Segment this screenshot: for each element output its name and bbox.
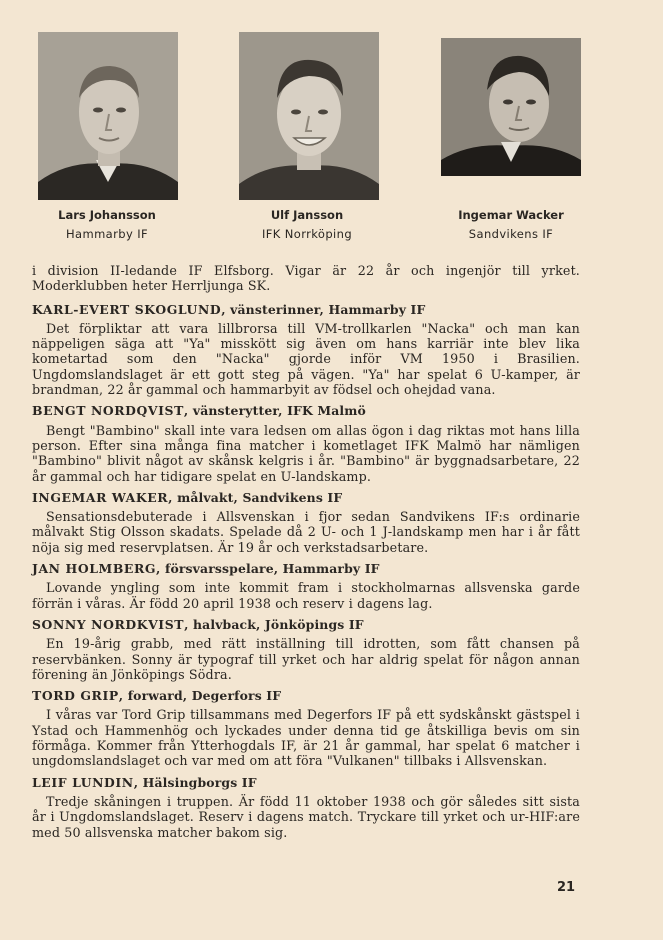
player-heading: KARL-EVERT SKOGLUND, vänsterinner, Hammarby IF [32,301,426,317]
player-role: forward, Degerfors IF [127,688,282,704]
player-entry [32,302,580,398]
portrait-illustration [441,38,581,176]
player-entry [32,561,580,611]
player-name: KARL-EVERT SKOGLUND [32,301,222,317]
caption-club: Sandvikens IF [468,227,554,241]
player-entry [32,403,580,483]
portrait-photo-3 [441,38,581,176]
player-entry [32,490,580,555]
player-description: Bengt "Bambino" skall inte vara ledsen om allas ögon i dag riktas mot hans lilla person. Efter sina många fina matcher i kometlaget IFK Malmö har nämligen "Bambino" blivit något av skånsk kelgris i år. "Bambino" är byggnadsarbetare, 22 år gammal och har tidigare spelat en U-landskamp. [32,422,580,484]
player-name: SONNY NORDKVIST [32,616,185,632]
player-entry [32,688,580,768]
photo-caption-1 [17,206,197,244]
player-entry [32,617,580,682]
player-description: Tredje skåningen i truppen. Är född 11 oktober 1938 och gör således sitt sista år i Ungdomslandslaget. Reserv i dagens match. Tryckare till yrket och ur-HIF:are med 50 allsvenska matcher bakom sig. [32,793,580,840]
player-name: BENGT NORDQVIST [32,403,184,419]
player-role: vänsterinner, Hammarby IF [230,301,426,317]
page-number: 21 [557,880,576,895]
player-description: Det förpliktar att vara lillbrorsa till VM-trollkarlen "Nacka" och man kan näppeligen säga att "Ya" misskött sig även om hans karriär inte blev lika kometartad som den "Nacka" gjorde inför VM 1950 i Brasilien. Ungdomslandslaget är ett gott steg på vägen. "Ya" har spelat 6 U-kamper, är brandman, 22 år gammal och hammarbyit av födsel och ohejdad vana. [32,320,580,398]
caption-name: Lars Johansson [58,208,156,222]
player-name: INGEMAR WAKER [32,489,169,505]
player-heading: INGEMAR WAKER, målvakt, Sandvikens IF [32,489,343,505]
article-body [32,263,580,846]
caption-club: Hammarby IF [65,227,149,241]
portrait-illustration [239,32,379,200]
player-role: målvakt, Sandvikens IF [177,489,343,505]
player-role: försvarsspelare, Hammarby IF [164,561,380,577]
photo-caption-3 [421,206,601,244]
player-name: LEIF LUNDIN [32,774,134,790]
caption-name: Ingemar Wacker [458,208,564,222]
player-description: Sensationsdebuterade i Allsvenskan i fjor sedan Sandvikens IF:s ordinarie målvakt Stig Olsson skadats. Spelade då 2 U- och 1 J-landskamp men har i år fått nöja sig med reservplatsen. Är 19 år och verkstadsarbetare. [32,509,580,555]
player-heading: BENGT NORDQVIST, vänsterytter, IFK Malmö [32,403,366,419]
player-role: vänsterytter, IFK Malmö [192,403,366,419]
caption-name: Ulf Jansson [270,208,344,222]
player-role: halvback, Jönköpings IF [193,616,364,632]
player-description: Lovande yngling som inte kommit fram i stockholmarnas allsvenska garde förrän i våras. Är född 20 april 1938 och reserv i dagens lag. [32,580,580,611]
portrait-photo-2 [239,32,379,200]
player-name: JAN HOLMBERG [32,561,157,577]
caption-club: IFK Norrköping [261,227,353,241]
player-description: I våras var Tord Grip tillsammans med Degerfors IF på ett sydskånskt gästspel i Ystad och Hammenhög och lyckades under denna tid ge åtskilliga bevis om sin förmåga. Kommer från Ytterhogdals IF, är 21 år gammal, har spelat 6 matcher i ungdomslandslaget och var med om att föra "Vulkanen" tillbaks i Allsvenskan. [32,707,580,769]
photo-caption-2 [217,206,397,244]
player-heading: TORD GRIP, forward, Degerfors IF [32,688,282,704]
player-role: Hälsingborgs IF [142,774,257,790]
portrait-illustration [38,32,178,200]
portrait-photo-1 [38,32,178,200]
player-heading: LEIF LUNDIN, Hälsingborgs IF [32,774,257,790]
player-entry [32,775,580,840]
intro-paragraph: i division II-ledande IF Elfsborg. Vigar är 22 år och ingenjör till yrket. Moderklubben heter Herrljunga SK. [32,263,580,294]
player-heading: SONNY NORDKVIST, halvback, Jönköpings IF [32,616,364,632]
player-name: TORD GRIP [32,688,119,704]
player-description: En 19-årig grabb, med rätt inställning till idrotten, som fått chansen på reservbänken. Sonny är typograf till yrket och har aldrig spelat för någon annan förening än Jönköpings Södra. [32,636,580,682]
player-heading: JAN HOLMBERG, försvarsspelare, Hammarby IF [32,561,380,577]
